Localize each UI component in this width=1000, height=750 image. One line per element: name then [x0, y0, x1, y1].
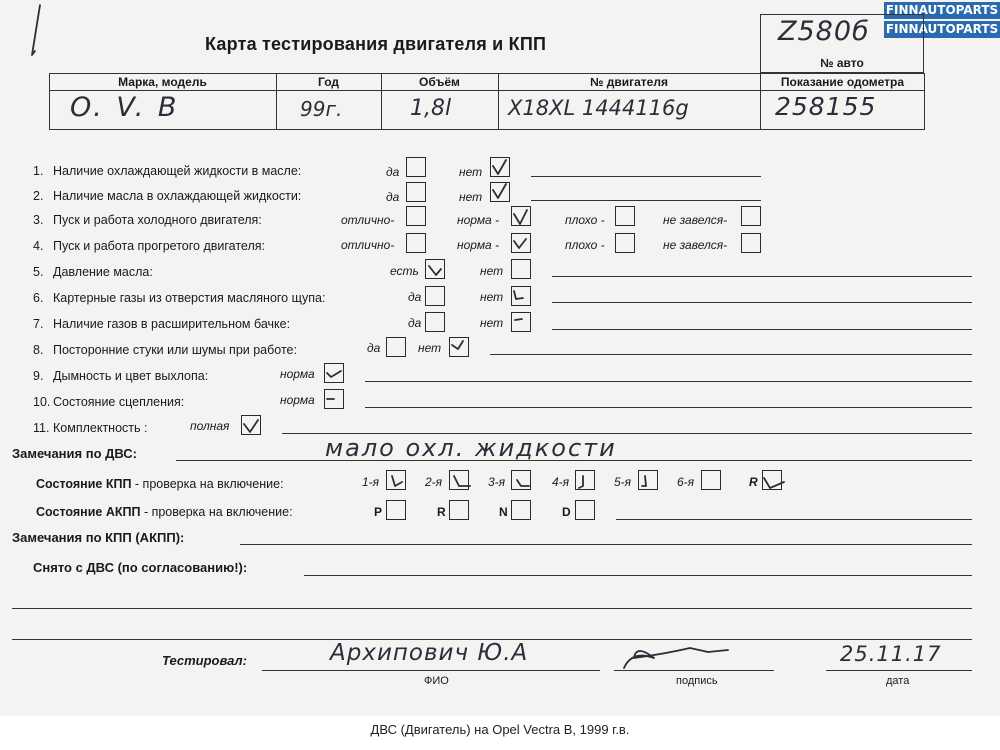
opt-label: нет: [418, 341, 442, 355]
engine-remarks-label: Замечания по ДВС:: [12, 446, 137, 461]
gear-label: 1-я: [362, 475, 380, 489]
date-handwritten: 25.11.17: [840, 642, 942, 666]
check-label-coolant-in-oil: Наличие охлаждающей жидкости в масле:: [53, 164, 302, 178]
col-header-engine-no: № двигателя: [590, 75, 668, 89]
check-mark: [452, 341, 463, 349]
check-mark: [327, 371, 341, 377]
check-mark: [429, 266, 441, 275]
opt-label: нет: [480, 290, 504, 304]
check-mark: [493, 184, 506, 198]
gear-label: N: [499, 505, 508, 519]
opt-label: плохо -: [565, 238, 605, 252]
opt-label: нет: [480, 264, 504, 278]
check-label-exhaust: Дымность и цвет выхлопа:: [53, 369, 209, 383]
col-header-year: Год: [318, 75, 339, 89]
engine-remarks-handwritten: мало охл. жидкости: [325, 434, 617, 462]
signature-scribble: [624, 648, 728, 668]
opt-label: не завелся-: [663, 213, 728, 227]
check-label-cold-start: Пуск и работа холодного двигателя:: [53, 213, 262, 227]
check-label-oil-in-coolant: Наличие масла в охлаждающей жидкости:: [53, 189, 302, 203]
check-mark: [454, 476, 470, 486]
check-label-noises: Посторонние стуки или шумы при работе:: [53, 343, 297, 357]
opt-label: отлично-: [341, 213, 395, 227]
opt-label: есть: [390, 264, 419, 278]
opt-label: норма: [280, 367, 315, 381]
image-caption: ДВС (Двигатель) на Opel Vectra B, 1999 г.в.: [370, 722, 630, 737]
opt-label: да: [386, 165, 400, 179]
check-mark: [515, 319, 522, 320]
gear-label: 3-я: [488, 475, 506, 489]
check-num: 7.: [33, 317, 44, 331]
check-num: 9.: [33, 369, 44, 383]
check-mark: [392, 476, 402, 486]
check-label-clutch: Состояние сцепления:: [53, 395, 185, 409]
removed-label: Снято с ДВС (по согласованию!):: [33, 560, 248, 575]
col-header-odometer: Показание одометра: [780, 75, 905, 89]
opt-label: да: [408, 316, 422, 330]
opt-label: нет: [480, 316, 504, 330]
opt-label: норма -: [457, 213, 500, 227]
cell-volume: 1,8l: [410, 96, 452, 121]
gear-label: 6-я: [677, 475, 695, 489]
date-label: дата: [886, 675, 910, 687]
opt-label: плохо -: [565, 213, 605, 227]
opt-label: норма: [280, 393, 315, 407]
opt-label: да: [367, 341, 381, 355]
opt-label: да: [408, 290, 422, 304]
check-mark: [514, 210, 527, 224]
check-label-expansion-tank-gas: Наличие газов в расширительном бачке:: [53, 317, 291, 331]
opt-label: нет: [459, 190, 483, 204]
check-mark: [244, 420, 258, 432]
gear-label: 5-я: [614, 475, 632, 489]
check-mark: [32, 5, 40, 55]
gear-label: D: [562, 505, 571, 519]
check-num: 4.: [33, 239, 44, 253]
gear-label: R: [437, 505, 446, 519]
check-label-crankcase-gas: Картерные газы из отверстия масляного щупа:: [53, 291, 326, 305]
check-mark: [493, 160, 506, 174]
opt-label: полная: [190, 419, 230, 433]
opt-label: да: [386, 190, 400, 204]
car-number-label: № авто: [820, 56, 864, 70]
kpp-remarks-label: Замечания по КПП (АКПП):: [12, 530, 185, 545]
watermark-badge: FINNAUTOPARTS: [885, 3, 999, 17]
check-mark: [764, 478, 784, 488]
cell-year: 99г.: [300, 97, 343, 121]
check-mark: [517, 480, 529, 486]
akpp-state-text: Состояние АКПП - проверка на включение:: [36, 505, 293, 519]
cell-odometer: 258155: [775, 92, 877, 121]
page-title: Карта тестирования двигателя и КПП: [205, 34, 547, 54]
check-num: 3.: [33, 213, 44, 227]
opt-label: нет: [459, 165, 483, 179]
cell-model: O. V. B: [70, 92, 180, 123]
watermark-badge: FINNAUTOPARTS: [885, 22, 999, 36]
check-mark: [579, 476, 583, 488]
check-num: 6.: [33, 291, 44, 305]
gear-label: 2-я: [425, 475, 443, 489]
cell-engine-no: X18XL 1444116g: [508, 96, 689, 120]
check-num: 1.: [33, 164, 44, 178]
gear-label: R: [749, 475, 758, 489]
tested-by-label: Тестировал:: [162, 653, 247, 668]
car-number-value: Z580б: [778, 16, 870, 47]
col-header-volume: Объём: [419, 75, 460, 89]
fio-label: ФИО: [424, 675, 449, 687]
opt-label: не завелся-: [663, 238, 728, 252]
opt-label: отлично-: [341, 238, 395, 252]
check-label-warm-start: Пуск и работа прогретого двигателя:: [53, 239, 265, 253]
check-num: 8.: [33, 343, 44, 357]
kpp-state-text: Состояние КПП - проверка на включение:: [36, 477, 284, 491]
check-label-oil-pressure: Давление масла:: [53, 265, 153, 279]
tester-name-handwritten: Архипович Ю.А: [330, 640, 529, 666]
col-header-model: Марка, модель: [118, 75, 207, 89]
gear-label: 4-я: [552, 475, 570, 489]
check-mark: [514, 239, 526, 248]
opt-label: норма -: [457, 238, 500, 252]
check-mark: [642, 476, 646, 486]
check-num: 5.: [33, 265, 44, 279]
check-mark: [514, 291, 523, 299]
check-num: 2.: [33, 189, 44, 203]
check-num: 10.: [33, 395, 51, 409]
gear-label: P: [374, 505, 383, 519]
signature-label: подпись: [676, 675, 718, 687]
check-label-completeness: Комплектность :: [53, 421, 148, 435]
check-num: 11.: [33, 421, 50, 435]
